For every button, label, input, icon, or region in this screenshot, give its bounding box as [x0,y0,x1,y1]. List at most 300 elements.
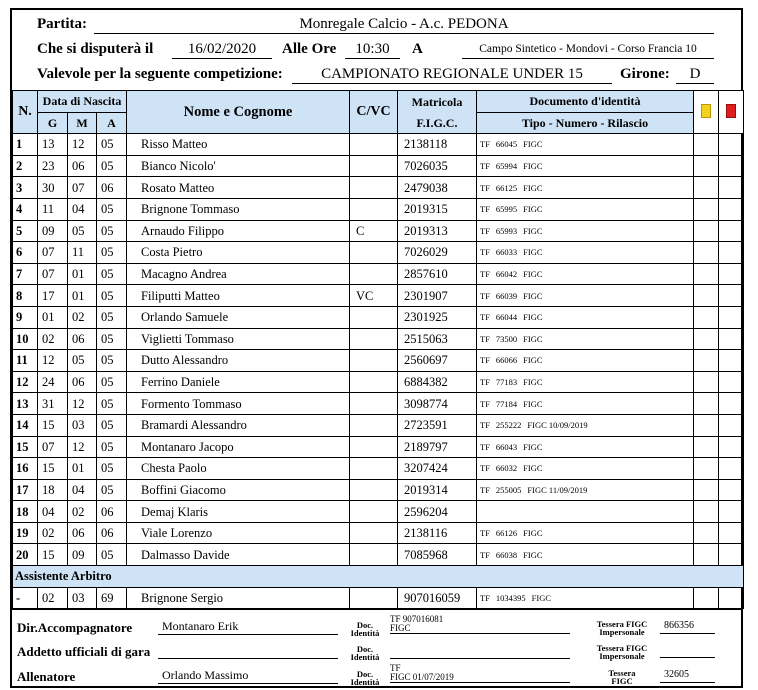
doc-type: TF [480,463,490,474]
player-matricola: 2138118 [398,134,477,156]
player-cvc [350,306,398,328]
player-name: Arnaudo Filippo [127,220,350,242]
birth-month: 06 [68,155,97,177]
birth-year: 05 [97,544,127,566]
birth-day: 24 [38,371,68,393]
player-matricola: 2515063 [398,328,477,350]
player-row [13,155,744,177]
player-matricola: 2723591 [398,414,477,436]
birth-month: 04 [68,198,97,220]
yellow-card-cell [694,522,719,544]
player-name: Viale Lorenzo [127,522,350,544]
player-matricola: 7085968 [398,544,477,566]
player-row [13,393,744,415]
player-row [13,177,744,199]
assistant-doc [477,587,694,609]
player-number: 4 [13,198,38,220]
doc-release: FIGC [523,549,543,560]
doc-release: FIGC [523,204,543,215]
dir-tessera-label: Tessera FIGC Impersonale [596,619,648,637]
doc-release: FIGC [523,463,543,474]
player-number: 9 [13,306,38,328]
birth-year: 06 [97,501,127,523]
doc-type: TF [480,161,490,172]
col-a: A [97,112,127,134]
red-card-cell [719,134,744,156]
birth-day: 07 [38,263,68,285]
doc-type: TF [480,333,490,344]
red-card-cell [719,393,744,415]
birth-day: 09 [38,220,68,242]
addetto-tessera-label: Tessera FIGC Impersonale [596,643,648,661]
doc-number: 73500 [495,333,518,344]
disputa-label: Che si disputerà il [37,41,154,57]
doc-number: 66043 [495,441,518,452]
allenatore-tessera-label: Tessera FIGC [608,668,636,686]
doc-number: 66125 [495,182,518,193]
doc-type: TF [480,377,490,388]
player-name: Orlando Samuele [127,306,350,328]
player-row [13,350,744,372]
player-name: Boffini Giacomo [127,479,350,501]
birth-year: 05 [97,242,127,264]
allenatore-doc-label: Doc. Identità [350,669,380,687]
doc-type: TF [480,225,490,236]
player-row [13,522,744,544]
allenatore-tessera-value: 32605 [660,668,715,683]
player-document [477,134,694,156]
col-g: G [38,112,68,134]
yellow-card-cell [694,285,719,307]
assistant-g: 02 [38,587,68,609]
player-matricola: 7026035 [398,155,477,177]
birth-year: 05 [97,479,127,501]
player-row [13,436,744,458]
red-card-cell [719,414,744,436]
red-card-cell [719,177,744,199]
doc-release: FIGC [523,269,543,280]
doc-type: TF [480,549,490,560]
doc-type: TF [480,204,490,215]
yellow-card-cell [694,479,719,501]
doc-type: TF [480,355,490,366]
addetto-label: Addetto ufficiali di gara [17,644,151,659]
yellow-card-cell [694,371,719,393]
red-card-cell [719,198,744,220]
competition-value: CAMPIONATO REGIONALE UNDER 15 [292,65,612,84]
birth-day: 23 [38,155,68,177]
distinta-sheet [10,8,743,688]
player-number: 11 [13,350,38,372]
assistant-doc-release: FIGC [531,592,552,603]
allenatore-label: Allenatore [17,669,76,684]
player-document [477,544,694,566]
dir-label: Dir.Accompagnatore [17,620,133,635]
player-number: 17 [13,479,38,501]
player-matricola: 2479038 [398,177,477,199]
birth-day: 13 [38,134,68,156]
doc-release: FIGC [523,312,543,323]
doc-number: 66045 [495,139,518,150]
assistant-m: 03 [68,587,97,609]
birth-year: 05 [97,155,127,177]
player-cvc [350,458,398,480]
player-document [477,306,694,328]
doc-type: TF [480,139,490,150]
doc-release: FIGC [523,528,543,539]
player-document [477,414,694,436]
col-nome: Nome e Cognome [127,91,350,134]
player-matricola: 2596204 [398,501,477,523]
yellow-card-cell [694,134,719,156]
doc-number: 77184 [495,398,518,409]
player-number: 7 [13,263,38,285]
player-name: Costa Pietro [127,242,350,264]
birth-year: 05 [97,134,127,156]
footer [12,608,743,688]
birth-month: 01 [68,458,97,480]
player-number: 6 [13,242,38,264]
birth-year: 05 [97,263,127,285]
doc-number: 65994 [495,161,518,172]
assistant-matricola: 907016059 [398,587,477,609]
player-number: 8 [13,285,38,307]
player-cvc [350,134,398,156]
player-row [13,371,744,393]
red-card-col [719,91,744,134]
player-cvc [350,242,398,264]
player-cvc [350,479,398,501]
player-number: 13 [13,393,38,415]
dir-value: Montanaro Erik [158,618,338,635]
birth-day: 15 [38,414,68,436]
birth-year: 05 [97,306,127,328]
player-name: Chesta Paolo [127,458,350,480]
red-card-cell [719,436,744,458]
birth-year: 05 [97,371,127,393]
birth-day: 31 [38,393,68,415]
player-matricola: 2138116 [398,522,477,544]
doc-release: FIGC [523,441,543,452]
yellow-card-cell [694,220,719,242]
assistant-section-label: Assistente Arbitro [13,566,744,588]
doc-release: FIGC [523,247,543,258]
player-document [477,220,694,242]
col-n: N. [13,91,38,134]
doc-number: 66126 [495,528,518,539]
assistant-name: Brignone Sergio [127,587,350,609]
assistant-n: - [13,587,38,609]
player-matricola: 2301925 [398,306,477,328]
yellow-card-cell [694,458,719,480]
col-matricola: Matricola [398,91,477,113]
birth-month: 04 [68,479,97,501]
allenatore-value: Orlando Massimo [158,667,338,684]
player-matricola: 2019315 [398,198,477,220]
player-number: 20 [13,544,38,566]
player-number: 5 [13,220,38,242]
birth-day: 12 [38,350,68,372]
doc-number: 65993 [495,225,518,236]
birth-month: 06 [68,522,97,544]
player-number: 15 [13,436,38,458]
col-cvc: C/VC [350,91,398,134]
player-matricola: 2857610 [398,263,477,285]
player-document [477,393,694,415]
player-document [477,350,694,372]
partita-label: Partita: [37,16,87,32]
player-number: 2 [13,155,38,177]
yellow-card-cell [694,263,719,285]
player-cvc [350,544,398,566]
ore-value: 10:30 [345,40,400,59]
player-document [477,263,694,285]
player-number: 14 [13,414,38,436]
birth-month: 05 [68,220,97,242]
ore-label: Alle Ore [282,41,337,57]
addetto-doc-label: Doc. Identità [350,644,380,662]
yellow-card-icon [701,104,711,118]
birth-year: 06 [97,522,127,544]
birth-year: 05 [97,414,127,436]
player-number: 12 [13,371,38,393]
girone-value: D [676,65,714,84]
player-row [13,306,744,328]
birth-month: 06 [68,371,97,393]
player-cvc [350,177,398,199]
dir-tessera-value: 866356 [660,619,715,634]
allenatore-doc-value: TF FIGC 01/07/2019 [390,664,570,683]
birth-year: 06 [97,177,127,199]
player-document [477,198,694,220]
player-row [13,263,744,285]
red-card-cell [719,371,744,393]
yellow-card-cell [694,328,719,350]
dir-doc-value: TF 907016081 FIGC [390,615,570,634]
doc-number: 66039 [495,290,518,301]
birth-year: 05 [97,285,127,307]
player-row [13,242,744,264]
doc-type: TF [480,290,490,301]
player-name: Filiputti Matteo [127,285,350,307]
doc-release: FIGC [523,139,543,150]
birth-day: 11 [38,198,68,220]
yellow-card-cell [694,177,719,199]
assistant-a: 69 [97,587,127,609]
birth-month: 11 [68,242,97,264]
yellow-card-cell [694,393,719,415]
doc-release: FIGC 11/09/2019 [527,484,588,495]
player-row [13,501,744,523]
player-name: Dalmasso Davide [127,544,350,566]
red-card-cell [719,350,744,372]
player-name: Montanaro Jacopo [127,436,350,458]
doc-type: TF [480,269,490,280]
birth-day: 07 [38,436,68,458]
player-cvc [350,263,398,285]
player-name: Macagno Andrea [127,263,350,285]
a-label: A [412,41,423,57]
player-row [13,198,744,220]
birth-year: 05 [97,458,127,480]
player-matricola: 2189797 [398,436,477,458]
player-document [477,285,694,307]
birth-day: 17 [38,285,68,307]
birth-day: 04 [38,501,68,523]
birth-year: 05 [97,393,127,415]
player-cvc [350,371,398,393]
player-document [477,436,694,458]
partita-value: Monregale Calcio - A.c. PEDONA [94,15,714,34]
birth-year: 05 [97,220,127,242]
doc-type: TF [480,484,490,495]
player-row [13,479,744,501]
player-matricola: 2019313 [398,220,477,242]
player-cvc [350,155,398,177]
player-matricola: 7026029 [398,242,477,264]
player-name: Formento Tommaso [127,393,350,415]
red-card-cell [719,458,744,480]
birth-month: 12 [68,393,97,415]
doc-release: FIGC [523,333,543,344]
player-cvc [350,436,398,458]
doc-number: 65995 [495,204,518,215]
birth-day: 15 [38,458,68,480]
player-cvc: VC [350,285,398,307]
red-card-cell [719,479,744,501]
player-number: 16 [13,458,38,480]
doc-release: FIGC [523,161,543,172]
player-matricola: 2019314 [398,479,477,501]
red-card-cell [719,544,744,566]
birth-month: 02 [68,306,97,328]
player-name: Demaj Klaris [127,501,350,523]
player-name: Ferrino Daniele [127,371,350,393]
col-figc: F.I.G.C. [398,112,477,134]
assistant-yellow-cell [694,587,719,609]
doc-release: FIGC [523,398,543,409]
doc-number: 77183 [495,377,518,388]
red-card-cell [719,220,744,242]
player-row [13,544,744,566]
yellow-card-cell [694,350,719,372]
player-matricola: 2560697 [398,350,477,372]
birth-month: 02 [68,501,97,523]
player-document [477,177,694,199]
doc-number: 255222 [495,420,522,431]
yellow-card-cell [694,414,719,436]
col-doc-sub: Tipo - Numero - Rilascio [477,112,694,134]
addetto-tessera-value [660,643,715,658]
player-matricola: 6884382 [398,371,477,393]
player-row [13,328,744,350]
player-row [13,134,744,156]
yellow-card-cell [694,544,719,566]
player-cvc [350,414,398,436]
player-matricola: 3207424 [398,458,477,480]
birth-year: 05 [97,350,127,372]
player-number: 10 [13,328,38,350]
birth-month: 06 [68,328,97,350]
doc-type: TF [480,528,490,539]
player-cvc: C [350,220,398,242]
yellow-card-cell [694,155,719,177]
player-name: Viglietti Tommaso [127,328,350,350]
doc-type: TF [480,398,490,409]
players-table [12,90,744,609]
player-document [477,501,694,523]
birth-month: 12 [68,134,97,156]
red-card-cell [719,155,744,177]
player-name: Risso Matteo [127,134,350,156]
yellow-card-cell [694,501,719,523]
birth-day: 18 [38,479,68,501]
player-document [477,242,694,264]
doc-number: 66044 [495,312,518,323]
birth-month: 03 [68,414,97,436]
assistant-red-cell [719,587,744,609]
yellow-card-cell [694,436,719,458]
player-document [477,522,694,544]
birth-day: 02 [38,522,68,544]
birth-month: 12 [68,436,97,458]
player-cvc [350,501,398,523]
red-card-cell [719,285,744,307]
birth-year: 05 [97,436,127,458]
player-number: 19 [13,522,38,544]
doc-number: 66066 [495,355,518,366]
player-row [13,414,744,436]
red-card-cell [719,328,744,350]
birth-year: 05 [97,328,127,350]
player-name: Rosato Matteo [127,177,350,199]
doc-type: TF [480,312,490,323]
player-cvc [350,393,398,415]
red-card-cell [719,242,744,264]
birth-day: 30 [38,177,68,199]
birth-day: 07 [38,242,68,264]
player-cvc [350,350,398,372]
player-number: 18 [13,501,38,523]
yellow-card-col [694,91,719,134]
girone-label: Girone: [620,66,670,82]
doc-release: FIGC [523,355,543,366]
birth-day: 01 [38,306,68,328]
player-cvc [350,522,398,544]
red-card-cell [719,522,744,544]
birth-month: 07 [68,177,97,199]
birth-month: 01 [68,285,97,307]
player-row [13,458,744,480]
addetto-value [158,642,338,659]
date-value: 16/02/2020 [172,40,272,59]
player-row [13,285,744,307]
assistant-row [13,587,744,609]
birth-day: 15 [38,544,68,566]
player-document [477,328,694,350]
player-name: Bramardi Alessandro [127,414,350,436]
doc-release: FIGC [523,225,543,236]
yellow-card-cell [694,242,719,264]
doc-type: TF [480,182,490,193]
doc-type: TF [480,247,490,258]
addetto-doc-value [390,642,570,659]
dir-doc-label: Doc. Identità [350,620,380,638]
doc-number: 66042 [495,269,518,280]
doc-type: TF [480,441,490,452]
doc-release: FIGC [523,182,543,193]
doc-number: 66033 [495,247,518,258]
